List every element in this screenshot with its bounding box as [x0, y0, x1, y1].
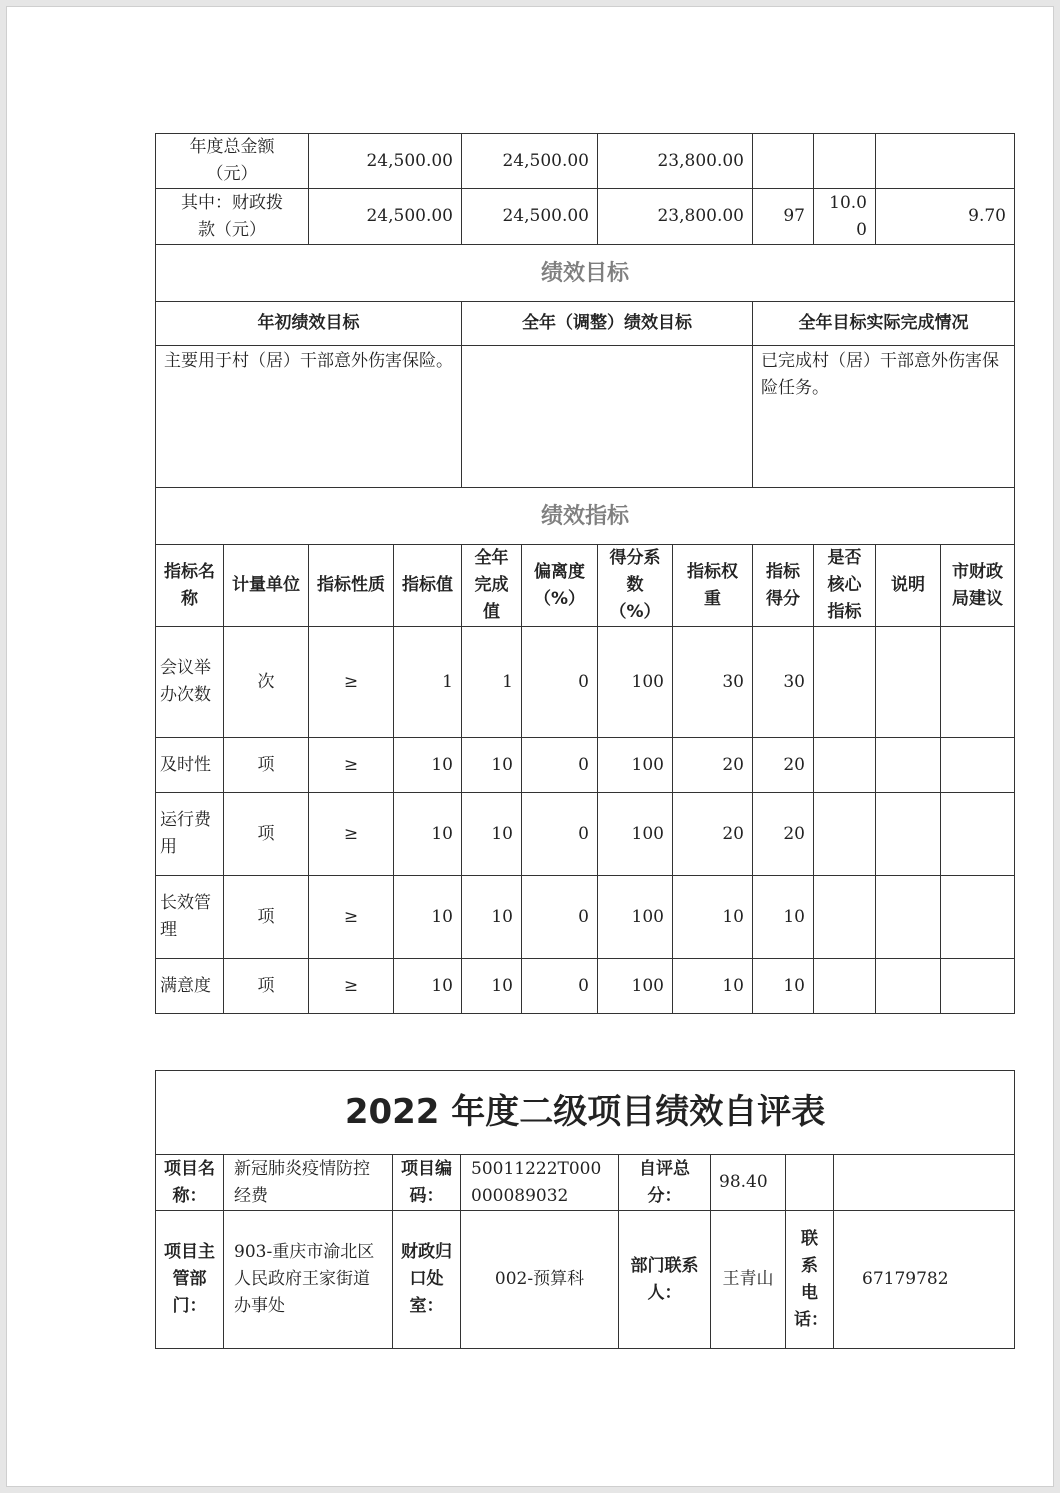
- indicator-score: 10: [753, 959, 814, 1014]
- goals-header-actual: 全年目标实际完成情况: [753, 302, 1015, 346]
- goals-initial-text: 主要用于村（居）干部意外伤害保险。: [156, 346, 462, 488]
- indicator-core: [814, 876, 876, 959]
- table-row: [156, 959, 1015, 1014]
- document-page: [6, 6, 1054, 1487]
- indicator-actual: 10: [462, 793, 522, 876]
- indicator-core: [814, 793, 876, 876]
- indicator-name: 会议举办次数: [156, 627, 224, 738]
- performance-table: [155, 133, 1015, 1014]
- indicator-actual: 10: [462, 959, 522, 1014]
- funding-total-cell: [753, 134, 814, 189]
- indicator-unit: 次: [224, 627, 309, 738]
- score-label: 自评总分：: [619, 1155, 711, 1211]
- score-value: 98.40: [711, 1155, 786, 1211]
- table-row: [156, 876, 1015, 959]
- indicator-deviation: 0: [522, 738, 598, 793]
- table-row: [156, 738, 1015, 793]
- indicator-core: [814, 959, 876, 1014]
- indicator-advice: [941, 876, 1015, 959]
- empty-cell: [786, 1155, 834, 1211]
- funding-fiscal-cell: 23,800.00: [598, 189, 753, 245]
- indicator-nature: ≥: [309, 876, 394, 959]
- indicator-header-cell: 指标得分: [753, 545, 814, 627]
- form-title: 2022 年度二级项目绩效自评表: [156, 1071, 1015, 1155]
- indicators-section-title: 绩效指标: [156, 488, 1015, 545]
- indicator-actual: 10: [462, 738, 522, 793]
- table-row: [156, 793, 1015, 876]
- funding-fiscal-cell: 24,500.00: [462, 189, 598, 245]
- indicator-deviation: 0: [522, 876, 598, 959]
- project-name-label: 项目名称：: [156, 1155, 224, 1211]
- goals-adjusted-text: [462, 346, 753, 488]
- indicator-nature: ≥: [309, 738, 394, 793]
- indicator-actual: 10: [462, 876, 522, 959]
- funding-total-cell: 24,500.00: [462, 134, 598, 189]
- indicator-weight: 20: [673, 738, 753, 793]
- indicator-note: [876, 959, 941, 1014]
- finance-office-value: 002-预算科: [461, 1211, 619, 1349]
- indicator-header-cell: 是否核心指标: [814, 545, 876, 627]
- funding-total-row: [156, 134, 1015, 189]
- indicator-coefficient: 100: [598, 876, 673, 959]
- indicator-header-cell: 指标名称: [156, 545, 224, 627]
- indicator-coefficient: 100: [598, 793, 673, 876]
- indicator-score: 30: [753, 627, 814, 738]
- indicator-core: [814, 627, 876, 738]
- indicator-note: [876, 793, 941, 876]
- indicator-unit: 项: [224, 959, 309, 1014]
- indicator-header-cell: 偏离度（%）: [522, 545, 598, 627]
- indicator-advice: [941, 793, 1015, 876]
- indicator-header-cell: 指标权重: [673, 545, 753, 627]
- indicator-score: 20: [753, 793, 814, 876]
- self-evaluation-form: [155, 1070, 1015, 1349]
- dept-label: 项目主管部门：: [156, 1211, 224, 1349]
- indicator-nature: ≥: [309, 793, 394, 876]
- indicator-deviation: 0: [522, 793, 598, 876]
- funding-fiscal-row: [156, 189, 1015, 245]
- funding-fiscal-cell: 24,500.00: [309, 189, 462, 245]
- funding-total-cell: [814, 134, 876, 189]
- indicator-coefficient: 100: [598, 627, 673, 738]
- indicators-header-row: [156, 545, 1015, 627]
- indicator-note: [876, 627, 941, 738]
- indicator-target: 10: [394, 738, 462, 793]
- indicator-note: [876, 738, 941, 793]
- funding-total-cell: 23,800.00: [598, 134, 753, 189]
- phone-label: 联系电话：: [786, 1211, 834, 1349]
- indicator-header-cell: 全年完成值: [462, 545, 522, 627]
- indicator-name: 及时性: [156, 738, 224, 793]
- indicator-target: 10: [394, 793, 462, 876]
- funding-fiscal-cell: 97: [753, 189, 814, 245]
- funding-total-cell: 24,500.00: [309, 134, 462, 189]
- table-row: [156, 627, 1015, 738]
- dept-value: 903-重庆市渝北区人民政府王家街道办事处: [224, 1211, 393, 1349]
- indicator-deviation: 0: [522, 627, 598, 738]
- indicator-name: 运行费用: [156, 793, 224, 876]
- funding-fiscal-cell: 9.70: [876, 189, 1015, 245]
- indicator-target: 10: [394, 876, 462, 959]
- funding-fiscal-cell: 10.00: [814, 189, 876, 245]
- indicator-score: 10: [753, 876, 814, 959]
- indicator-header-cell: 市财政局建议: [941, 545, 1015, 627]
- finance-office-label: 财政归口处室：: [393, 1211, 461, 1349]
- indicator-weight: 30: [673, 627, 753, 738]
- project-name-value: 新冠肺炎疫情防控经费: [224, 1155, 393, 1211]
- indicator-target: 10: [394, 959, 462, 1014]
- indicator-unit: 项: [224, 793, 309, 876]
- goals-header-initial: 年初绩效目标: [156, 302, 462, 346]
- indicator-note: [876, 876, 941, 959]
- indicator-coefficient: 100: [598, 959, 673, 1014]
- funding-fiscal-label: 其中：财政拨 款（元）: [156, 189, 309, 245]
- phone-value: 67179782: [834, 1211, 1015, 1349]
- indicator-weight: 10: [673, 876, 753, 959]
- indicator-actual: 1: [462, 627, 522, 738]
- indicator-score: 20: [753, 738, 814, 793]
- indicator-nature: ≥: [309, 959, 394, 1014]
- project-code-label: 项目编码：: [393, 1155, 461, 1211]
- indicator-deviation: 0: [522, 959, 598, 1014]
- indicator-target: 1: [394, 627, 462, 738]
- indicator-nature: ≥: [309, 627, 394, 738]
- contact-label: 部门联系人：: [619, 1211, 711, 1349]
- funding-total-label: 年度总金额 （元）: [156, 134, 309, 189]
- indicator-advice: [941, 627, 1015, 738]
- indicator-header-cell: 说明: [876, 545, 941, 627]
- indicator-weight: 10: [673, 959, 753, 1014]
- empty-cell: [834, 1155, 1015, 1211]
- indicator-unit: 项: [224, 738, 309, 793]
- goals-actual-text: 已完成村（居）干部意外伤害保险任务。: [753, 346, 1015, 488]
- indicator-name: 满意度: [156, 959, 224, 1014]
- indicator-header-cell: 指标性质: [309, 545, 394, 627]
- goals-section-title: 绩效目标: [156, 245, 1015, 302]
- indicator-advice: [941, 959, 1015, 1014]
- indicator-name: 长效管理: [156, 876, 224, 959]
- indicator-advice: [941, 738, 1015, 793]
- funding-total-cell: [876, 134, 1015, 189]
- indicator-header-cell: 得分系数（%）: [598, 545, 673, 627]
- indicator-header-cell: 指标值: [394, 545, 462, 627]
- indicator-coefficient: 100: [598, 738, 673, 793]
- indicator-header-cell: 计量单位: [224, 545, 309, 627]
- goals-header-adjusted: 全年（调整）绩效目标: [462, 302, 753, 346]
- contact-value: 王青山: [711, 1211, 786, 1349]
- indicator-weight: 20: [673, 793, 753, 876]
- indicator-core: [814, 738, 876, 793]
- project-code-value: 50011222T000000089032: [461, 1155, 619, 1211]
- indicator-unit: 项: [224, 876, 309, 959]
